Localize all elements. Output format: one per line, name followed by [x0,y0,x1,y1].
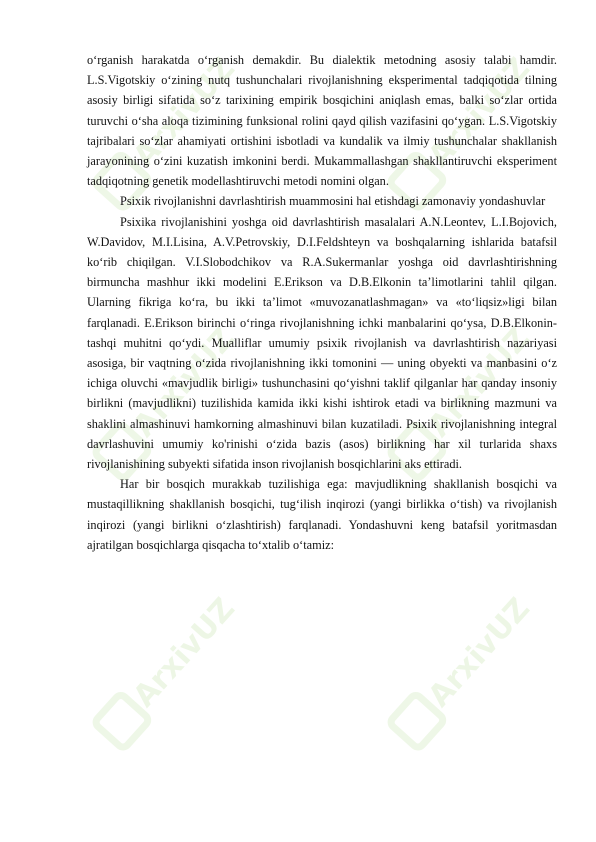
watermark-glyph [389,693,445,749]
watermark-text: ArxivUZ [126,321,242,444]
watermark-glyph [94,693,150,749]
paragraph: Har bir bosqich murakkab tuzilishiga ega: mavjudlikning shakllanish bosqichi va mustaqillikning shakllanish bosqichi, tug‘ilish inqirozi (yangi birlikka o‘tish) va rivojlanish inqirozi (yangi birlikni o‘zlashtirish) farqlanadi. Yondashuvni keng batafsil yoritmasdan ajratilgan bosqichlarga qisqacha to‘xtalib o‘tamiz: [87,477,557,552]
watermark-text: ArxivUZ [126,51,242,174]
watermark-text: ArxivUZ [421,591,537,714]
watermark-text: ArxivUZ [421,51,537,174]
watermark-text: ArxivUZ [126,591,242,714]
watermark-logo [389,589,539,749]
section-heading-paragraph: Psixik rivojlanishni davrlashtirish muammosini hal etishdagi zamonaviy yondashuvlar [120,194,546,209]
paragraph-continuation: o‘rganish harakatda o‘rganish demakdir. Bu dialektik metodning asosiy talabi hamdir. L.S.Vigotskiy o‘zining nutq tushunchalari rivojlanishning eksperimental tadqiqotida tilning asosiy birligi sifatida so‘z tarixining empirik bosqichini aniqlash emas, balki so‘zlar ortida turuvchi o‘sha aloqa tizimining funksional rolini qayd qilish vazifasini qo‘ygan. L.S.Vigotskiy tajribalari so‘zlar ahamiyati ortishini isbotladi va kundalik va ilmiy tushunchalar shakllanish jarayonining o‘zini kuzatish imkonini berdi. Mukammallashgan shakllantiruvchi eksperiment tadqiqotning genetik modellashtiruvchi metodi nomini olgan. [87,53,557,189]
watermark-logo [94,589,244,749]
paragraph: Psixika rivojlanishini yoshga oid davrlashtirish masalalari A.N.Leontev, L.I.Bojovich, W.Davidov, M.I.Lisina, A.V.Petrovskiy, D.I.Feldshteyn va boshqalarning ishlarida batafsil ko‘rib chiqilgan. V.I.Slobodchikov va R.A.Sukermanlar yoshga oid davrlashtirishning birmuncha mashhur ikki modelini E.Erikson va D.B.Elkonin ta’limotlarini tahlil qilgan. Ularning fikriga ko‘ra, bu ikki ta’limot «muvozanatlashmagan» va «to‘liqsiz»ligi bilan farqlanadi. E.Erikson birinchi o‘ringa rivojlanishning ichki manbalarini qo‘ysa, D.B.Elkonin-tashqi muhitni qo‘ydi. Mualliflar umumiy psixik rivojlanish va davrlashtirish nazariyasi asosiga, bir vaqtning o‘zida rivojlanishning ikki tomonini — uning obyekti va manbasini o‘z ichiga oluvchi «mavjudlik birligi» tushunchasini qo‘yishni taklif qilganlar har qanday insoniy birlikni (mavjudlikni) tuzilishida kamida ikki kishi ishtirok etadi va birlikning mazmuni va shaklini almashinuvi hamkorning almashinuvi bilan kuzatiladi. Psixik rivojlanishning integral davrlashuvini umumiy ko'rinishi o‘zida bazis (asos) birlikning har xil turlarida shaxs rivojlanishining subyekti sifatida inson rivojlanish bosqichlarini aks ettiradi. [87,214,557,472]
document-body [87,50,557,555]
watermark-text: ArxivUZ [421,321,537,444]
